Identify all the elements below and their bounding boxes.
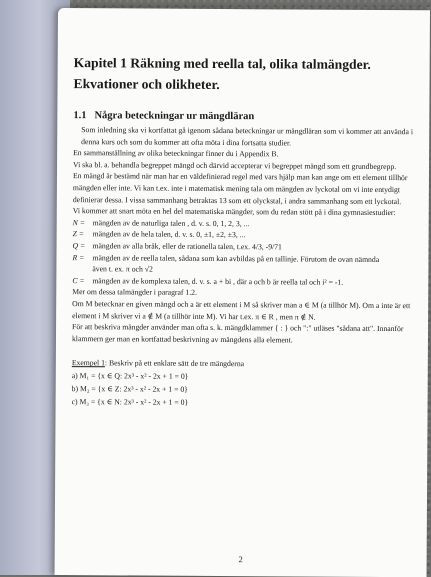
set-symbol: R =	[72, 252, 85, 262]
chapter-title-line1: Kapitel 1 Räkning med reella tal, olika talmängder.	[73, 55, 371, 72]
set-description-continued: även t. ex. π och √2	[92, 264, 153, 274]
example-label: Exempel 1	[71, 358, 105, 368]
set-description: mängden av de hela talen, d. v. s. 0, ±1, ±2, ±3, ...	[92, 229, 246, 240]
example-intro: : Beskriv på ett enklare sätt de tre mängderna	[104, 358, 245, 369]
page-content	[72, 52, 414, 410]
paragraph: Om M betecknar en given mängd och a är ett element i M så skriver man a ∈ M (a tillhör M). Om a inte är ett element i M skriver vi a ∉ M (a tillhör inte M). Vi har t.ex. π ∈ R , men π ∉ N.	[72, 298, 411, 322]
example-item-b: b) M₂ = {x ∈ Z: 2x³ - x² - 2x + 1 = 0}	[71, 384, 188, 395]
set-symbol: Z =	[72, 229, 85, 239]
chapter-title-line2: Ekvationer och olikheter.	[73, 76, 220, 92]
set-symbol: Q =	[72, 241, 86, 251]
chapter-title	[73, 52, 413, 96]
paragraph: Vi ska bl. a. behandla begreppet mängd och därvid accepterar vi begreppet mängd som ett grundbegrepp.	[73, 159, 397, 171]
example-item-c: c) M₃ = {x ∈ N: 2x³ - x² - 2x + 1 = 0}	[71, 397, 189, 408]
paragraph: En sammanställning av olika beteckningar finner du i Appendix B.	[73, 148, 279, 159]
section-heading	[73, 110, 413, 123]
section-number: 1.1	[73, 110, 87, 122]
set-symbol: C =	[72, 275, 85, 285]
set-description: mängden av alla bråk, eller de rationella talen, t.ex. 4/3, -9/71	[92, 241, 282, 252]
page-number: 2	[238, 554, 243, 565]
book-page	[55, 8, 430, 577]
paragraph: Som inledning ska vi kortfattat gå igenom sådana beteckningar ur mängdläran som vi kommer att använda i denna kurs och som du kommer att ofta möta i dina fortsatta studier.	[81, 125, 414, 148]
set-description: mängden av de reella talen, sådana som kan avbildas på en tallinje. Förutom de ovan nämnda	[92, 252, 380, 264]
paragraph: Mer om dessa talmängder i paragraf 1.2.	[72, 287, 197, 298]
set-description: mängden av de naturliga talen , d. v. s. 0, 1, 2, 3, ...	[92, 217, 250, 228]
set-symbol: N =	[72, 217, 85, 227]
example-block	[72, 356, 412, 410]
example-item-a: a) M₁ = {x ∈ Q: 2x³ - x² - 2x + 1 = 0}	[71, 371, 189, 382]
set-description: mängden av de komplexa talen, d. v. s. a + bi , där a och b är reella tal och i² = -1.	[92, 275, 344, 287]
paragraph: Vi kommer att snart möta en hel del matematiska mängder, som du redan stött på i dina gymnasiestudier:	[72, 206, 396, 218]
paragraph: För att beskriva mängder använder man ofta s. k. mängdklammer { : } och ":" utläses "sådana att". Innanför klammern ger man en kortfattad beskrivning av mängdens alla element.	[71, 322, 404, 345]
paragraph: En mängd är bestämd när man har en väldefinierad regel med vars hjälp man kan ange om ett element tillhör mängden eller inte. Vi kan t.ex. inte i matematisk mening tala om mängden av lyckotal om vi inte entydigt definierar dessa. I vissa sammanhang betraktas 13 som ett olyckstal, i andra sammanhang som ett lyckotal.	[72, 171, 408, 206]
section-title: Några beteckningar ur mängdläran	[94, 110, 255, 123]
